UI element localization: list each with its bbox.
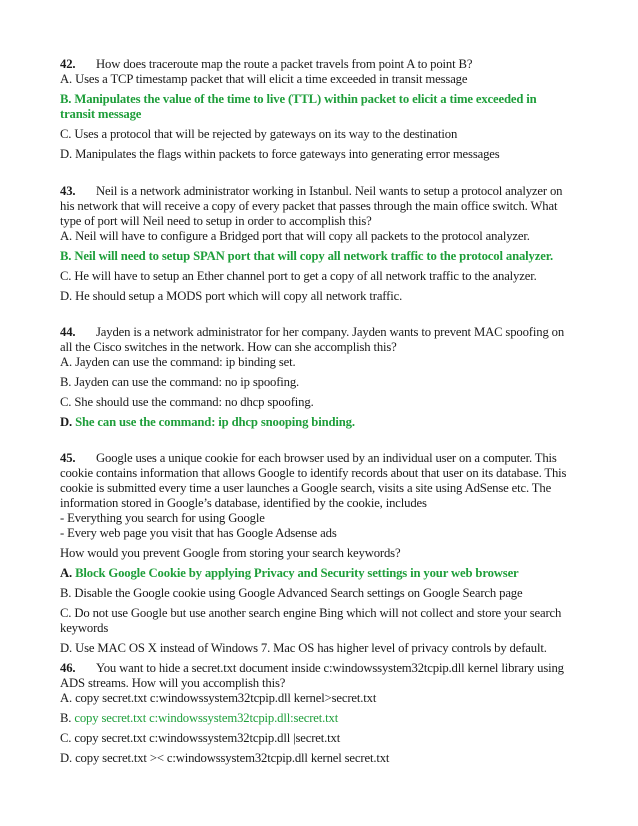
option-text: Use MAC OS X instead of Windows 7. Mac OS has higher level of privacy controls by default. bbox=[75, 641, 547, 655]
correct-option-text: copy secret.txt c:windowssystem32tcpip.dll:secret.txt bbox=[74, 711, 339, 725]
option-letter: D. bbox=[60, 147, 73, 161]
option-text: He should setup a MODS port which will copy all network traffic. bbox=[75, 289, 403, 303]
option-letter: C. bbox=[60, 269, 72, 283]
question-stem: his network that will receive a copy of every packet that passes through the main office switch. What bbox=[60, 199, 558, 213]
option-text: He will have to setup an Ether channel port to get a copy of all network traffic to the analyzer. bbox=[74, 269, 537, 283]
option-letter: A. bbox=[60, 566, 73, 580]
option-letter: B. bbox=[60, 586, 72, 600]
option-text: Uses a protocol that will be rejected by gateways on its way to the destination bbox=[74, 127, 458, 141]
question-45 bbox=[60, 451, 590, 656]
question-46 bbox=[60, 661, 590, 766]
question-stem: - Everything you search for using Google bbox=[60, 511, 265, 525]
option-text: copy secret.txt c:windowssystem32tcpip.dll kernel>secret.txt bbox=[75, 691, 377, 705]
correct-option-text: Manipulates the value of the time to live (TTL) within packet to elicit a time exceeded in bbox=[74, 92, 537, 106]
option-text: Uses a TCP timestamp packet that will elicit a time exceeded in transit message bbox=[75, 72, 468, 86]
option-letter: A. bbox=[60, 355, 73, 369]
question-stem: cookie contains information that allows Google to identify records about that user on its database. This bbox=[60, 466, 567, 480]
option-text: Do not use Google but use another search engine Bing which will not collect and store your search bbox=[74, 606, 562, 620]
question-42 bbox=[60, 57, 590, 162]
question-stem: Neil is a network administrator working in Istanbul. Neil wants to setup a protocol analyzer on bbox=[96, 184, 563, 198]
question-stem: information stored in Google’s database, identified by the cookie, includes bbox=[60, 496, 427, 510]
question-stem: You want to hide a secret.txt document inside c:windowssystem32tcpip.dll kernel library using bbox=[96, 661, 564, 675]
option-letter: C. bbox=[60, 731, 72, 745]
option-letter: A. bbox=[60, 691, 73, 705]
question-number: 44. bbox=[60, 325, 76, 339]
option-text: Neil will have to configure a Bridged port that will copy all packets to the protocol analyzer. bbox=[75, 229, 530, 243]
option-letter: D. bbox=[60, 289, 73, 303]
option-letter: C. bbox=[60, 606, 72, 620]
option-text: Jayden can use the command: no ip spoofing. bbox=[74, 375, 300, 389]
option-text: Manipulates the flags within packets to force gateways into generating error messages bbox=[75, 147, 500, 161]
option-letter: D. bbox=[60, 415, 73, 429]
option-text: Disable the Google cookie using Google Advanced Search settings on Google Search page bbox=[74, 586, 523, 600]
option-letter: A. bbox=[60, 229, 73, 243]
option-letter: B. bbox=[60, 375, 72, 389]
question-number: 45. bbox=[60, 451, 76, 465]
option-text: She should use the command: no dhcp spoofing. bbox=[74, 395, 314, 409]
question-number: 42. bbox=[60, 57, 76, 71]
option-letter: C. bbox=[60, 127, 72, 141]
option-letter: C. bbox=[60, 395, 72, 409]
option-letter: A. bbox=[60, 72, 73, 86]
question-number: 46. bbox=[60, 661, 76, 675]
option-letter: B. bbox=[60, 249, 72, 263]
question-stem: ADS streams. How will you accomplish this? bbox=[60, 676, 286, 690]
question-stem: cookie is submitted every time a user launches a Google search, visits a site using AdSense etc. The bbox=[60, 481, 552, 495]
option-letter: D. bbox=[60, 641, 73, 655]
option-letter: B. bbox=[60, 711, 72, 725]
option-text: copy secret.txt >< c:windowssystem32tcpip.dll kernel secret.txt bbox=[75, 751, 390, 765]
question-number: 43. bbox=[60, 184, 76, 198]
question-stem: - Every web page you visit that has Google Adsense ads bbox=[60, 526, 337, 540]
correct-option-text: Neil will need to setup SPAN port that will copy all network traffic to the protocol analyzer. bbox=[74, 249, 554, 263]
question-stem: Jayden is a network administrator for her company. Jayden wants to prevent MAC spoofing on bbox=[96, 325, 565, 339]
option-text: copy secret.txt c:windowssystem32tcpip.dll |secret.txt bbox=[74, 731, 341, 745]
question-prompt: How would you prevent Google from storing your search keywords? bbox=[60, 546, 401, 560]
option-text: Jayden can use the command: ip binding set. bbox=[75, 355, 296, 369]
question-stem: How does traceroute map the route a packet travels from point A to point B? bbox=[96, 57, 473, 71]
question-stem: type of port will Neil need to setup in order to accomplish this? bbox=[60, 214, 372, 228]
question-stem: Google uses a unique cookie for each browser used by an individual user on a computer. This bbox=[96, 451, 557, 465]
correct-option-text: transit message bbox=[60, 107, 142, 121]
question-44 bbox=[60, 325, 590, 430]
question-43 bbox=[60, 184, 590, 304]
option-letter: B. bbox=[60, 92, 72, 106]
option-text: keywords bbox=[60, 621, 109, 635]
correct-option-text: She can use the command: ip dhcp snooping binding. bbox=[75, 415, 355, 429]
correct-option-text: Block Google Cookie by applying Privacy and Security settings in your web browser bbox=[75, 566, 519, 580]
option-letter: D. bbox=[60, 751, 73, 765]
question-stem: all the Cisco switches in the network. How can she accomplish this? bbox=[60, 340, 397, 354]
